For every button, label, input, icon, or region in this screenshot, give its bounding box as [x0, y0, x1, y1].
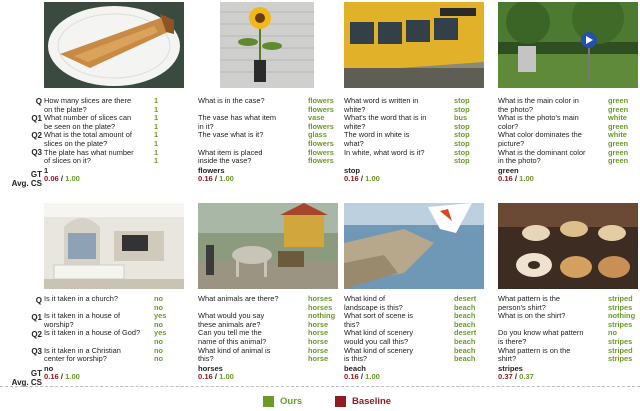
question-text: would you call this?	[344, 337, 409, 346]
row-label: GT	[30, 369, 42, 378]
avg-cs-baseline: 1.00	[365, 174, 380, 184]
answer-ours: green	[608, 104, 629, 114]
avg-cs-ours: 0.37	[498, 372, 513, 382]
question-text: What would you say	[198, 311, 265, 321]
qa-block	[498, 294, 640, 382]
answer-ours: glass	[308, 130, 327, 140]
question-text: person's shirt?	[498, 302, 546, 312]
question-text: What kind of scenery	[344, 328, 414, 338]
question-text: this?	[344, 319, 360, 329]
answer-ours: yes	[154, 328, 167, 338]
answer-ours: no	[154, 294, 164, 303]
answer-ours: green	[608, 147, 629, 157]
question-text: these animals are?	[198, 319, 261, 329]
legend-baseline-label: Baseline	[352, 396, 392, 407]
ground-truth: horses	[198, 363, 223, 373]
answer-ours: horse	[308, 345, 329, 355]
answer-ours: stop	[454, 104, 470, 114]
aerial-image	[344, 203, 484, 289]
question-text: shirt?	[498, 354, 517, 364]
park-sign-image	[498, 2, 638, 88]
avg-cs	[344, 373, 380, 382]
qa-block	[498, 96, 640, 184]
answer-ours: green	[608, 156, 629, 166]
qa-block	[198, 96, 346, 184]
avg-cs-baseline: 1.00	[219, 372, 234, 382]
avg-cs	[44, 373, 80, 382]
answer-ours: vase	[308, 113, 325, 123]
row-label: Q	[35, 296, 42, 305]
question-text: What sort of scene is	[344, 311, 414, 321]
answer-ours: stop	[454, 139, 470, 148]
avg-cs-separator: /	[512, 174, 520, 184]
answer-ours: 1	[154, 147, 159, 157]
qa-block	[344, 96, 492, 184]
avg-cs-separator: /	[358, 372, 366, 382]
question-text: What's the word that is in	[344, 113, 427, 123]
row-label: Q2	[31, 330, 42, 339]
avg-cs	[198, 373, 234, 382]
question-text: What is the total amount of	[44, 130, 132, 140]
divider	[0, 386, 640, 387]
row-label: Q1	[31, 114, 42, 123]
answer-ours: horses	[308, 302, 333, 312]
question-text: on the plate?	[44, 104, 87, 114]
question-text: The plate has what number	[44, 147, 134, 157]
answer-ours: horses	[308, 294, 333, 303]
answer-ours: flowers	[308, 156, 334, 166]
avg-cs	[498, 175, 534, 184]
legend	[0, 396, 640, 410]
question-text: this?	[198, 354, 214, 364]
bus-image	[344, 2, 484, 88]
question-text: What item is placed	[198, 147, 263, 157]
question-text: what?	[344, 139, 364, 148]
answer-ours: stop	[454, 130, 470, 140]
answer-ours: 1	[154, 121, 159, 131]
question-text: of slices on it?	[44, 156, 91, 166]
answer-ours: stop	[454, 156, 470, 166]
avg-cs-baseline: 1.00	[365, 372, 380, 382]
question-text: white?	[344, 104, 366, 114]
question-text: is this?	[344, 354, 368, 364]
question-text: The word in white is	[344, 130, 410, 140]
ground-truth: green	[498, 165, 519, 175]
answer-ours: desert	[454, 328, 477, 338]
question-text: What is the photo's main	[498, 113, 579, 123]
question-text: What is on the shirt?	[498, 311, 566, 321]
question-text: inside the vase?	[198, 156, 252, 166]
avg-cs-ours: 0.16	[198, 372, 213, 382]
row-label: Q3	[31, 148, 42, 157]
avg-cs-separator: /	[212, 174, 220, 184]
question-text: Is it taken in a Christian	[44, 345, 121, 355]
answer-ours: no	[154, 319, 164, 329]
question-text: What color dominates the	[498, 130, 582, 140]
answer-ours: 1	[154, 130, 159, 140]
answer-ours: stripes	[608, 354, 633, 364]
question-text: Is it taken in a house of	[44, 311, 121, 321]
answer-ours: 1	[154, 156, 159, 166]
row-label: Avg. CS	[11, 378, 42, 387]
question-text: slices on the plate?	[44, 139, 108, 148]
answer-ours: 1	[154, 96, 159, 105]
avg-cs-ours: 0.16	[498, 174, 513, 184]
avg-cs-ours: 0.16	[344, 372, 359, 382]
legend-ours-label: Ours	[280, 396, 303, 407]
answer-ours: horse	[308, 354, 329, 364]
row-label: Q	[35, 97, 42, 106]
answer-ours: stripes	[608, 319, 633, 329]
answer-ours: beach	[454, 345, 476, 355]
answer-ours: white	[608, 113, 627, 123]
answer-ours: stripes	[608, 337, 633, 346]
question-text: In white, what word is it?	[344, 147, 425, 157]
question-text: What is in the case?	[198, 96, 265, 105]
legend-ours-swatch	[263, 396, 274, 407]
avg-cs-separator: /	[358, 174, 366, 184]
question-text: What animals are there?	[198, 294, 279, 303]
qa-block	[344, 294, 492, 382]
answer-ours: white	[608, 130, 627, 140]
avg-cs-ours: 0.16	[44, 372, 59, 382]
answer-ours: flowers	[308, 104, 334, 114]
ground-truth: flowers	[198, 165, 225, 175]
pizza-image	[44, 2, 184, 88]
answer-ours: stop	[454, 121, 470, 131]
horses-image	[198, 203, 338, 289]
question-text: What kind of scenery	[344, 345, 414, 355]
avg-cs-baseline: 1.00	[519, 174, 534, 184]
question-text: What is the main color in	[498, 96, 579, 105]
answer-ours: desert	[454, 294, 477, 303]
answer-ours: beach	[454, 354, 476, 364]
question-text: white?	[344, 121, 366, 131]
row-label: Q1	[31, 313, 42, 322]
sunflower-image	[220, 2, 314, 88]
avg-cs-separator: /	[212, 372, 220, 382]
question-text: worship?	[44, 319, 74, 329]
avg-cs	[198, 175, 234, 184]
answer-ours: striped	[608, 294, 633, 303]
answer-ours: striped	[608, 345, 633, 355]
ground-truth: 1	[44, 165, 49, 175]
donuts-image	[498, 203, 638, 289]
answer-ours: no	[154, 354, 164, 364]
row-label: GT	[30, 170, 42, 179]
living-room-image	[44, 203, 184, 289]
answer-ours: beach	[454, 311, 476, 321]
avg-cs-separator: /	[58, 372, 66, 382]
avg-cs	[498, 373, 534, 382]
ground-truth: no	[44, 363, 54, 373]
question-text: color?	[498, 121, 519, 131]
qa-block	[44, 294, 192, 382]
answer-ours: stop	[454, 96, 470, 105]
avg-cs	[44, 175, 80, 184]
question-text: name of this animal?	[198, 337, 267, 346]
question-text: in it?	[198, 121, 214, 131]
answer-ours: yes	[154, 311, 167, 321]
question-text: What is the dominant color	[498, 147, 586, 157]
row-label: Avg. CS	[11, 179, 42, 188]
avg-cs-separator: /	[58, 174, 66, 184]
question-text: Is it taken in a church?	[44, 294, 118, 303]
avg-cs-ours: 0.06	[44, 174, 59, 184]
question-text: Do you know what pattern	[498, 328, 584, 338]
answer-ours: no	[154, 302, 164, 312]
answer-ours: flowers	[308, 96, 334, 105]
question-text: What pattern is on the	[498, 345, 571, 355]
question-text: What pattern is the	[498, 294, 561, 303]
question-text: the photo?	[498, 104, 533, 114]
avg-cs-baseline: 0.37	[519, 372, 534, 382]
question-text: landscape is this?	[344, 302, 403, 312]
avg-cs-ours: 0.16	[344, 174, 359, 184]
answer-ours: nothing	[308, 311, 336, 321]
question-text: How many slices are there	[44, 96, 132, 105]
answer-ours: no	[608, 328, 618, 338]
answer-ours: 1	[154, 104, 159, 114]
question-text: The vase has what item	[198, 113, 277, 123]
ground-truth: stop	[344, 165, 361, 175]
question-text: Is it taken in a house of God?	[44, 328, 141, 338]
answer-ours: flowers	[308, 121, 334, 131]
question-text: be seen on the plate?	[44, 121, 116, 131]
row-label: Q2	[31, 131, 42, 140]
question-text: What kind of animal is	[198, 345, 271, 355]
question-text: The vase what is it?	[198, 130, 264, 140]
answer-ours: 1	[154, 113, 159, 123]
question-text: What word is written in	[344, 96, 419, 105]
question-text: center for worship?	[44, 354, 107, 364]
ground-truth: stripes	[498, 363, 523, 373]
question-text: in the photo?	[498, 156, 541, 166]
answer-ours: horse	[308, 328, 329, 338]
answer-ours: horse	[308, 337, 329, 346]
avg-cs-separator: /	[512, 372, 520, 382]
answer-ours: beach	[454, 302, 476, 312]
answer-ours: green	[608, 139, 629, 148]
answer-ours: flowers	[308, 139, 334, 148]
qa-block	[44, 96, 192, 184]
answer-ours: beach	[454, 337, 476, 346]
answer-ours: beach	[454, 319, 476, 329]
question-text: What kind of	[344, 294, 386, 303]
ground-truth: beach	[344, 363, 366, 373]
legend-ours	[263, 396, 302, 407]
answer-ours: no	[154, 345, 164, 355]
answer-ours: stripes	[608, 302, 633, 312]
answer-ours: horse	[308, 319, 329, 329]
avg-cs-baseline: 1.00	[65, 372, 80, 382]
legend-baseline-swatch	[335, 396, 346, 407]
question-text: picture?	[498, 139, 525, 148]
avg-cs-baseline: 1.00	[219, 174, 234, 184]
answer-ours: green	[608, 121, 629, 131]
answer-ours: flowers	[308, 147, 334, 157]
question-text: What number of slices can	[44, 113, 132, 123]
question-text: is there?	[498, 337, 527, 346]
avg-cs	[344, 175, 380, 184]
avg-cs-baseline: 1.00	[65, 174, 80, 184]
answer-ours: stop	[454, 147, 470, 157]
answer-ours: green	[608, 96, 629, 105]
question-text: Can you tell me the	[198, 328, 262, 338]
answer-ours: no	[154, 337, 164, 346]
row-label: Q3	[31, 347, 42, 356]
answer-ours: nothing	[608, 311, 636, 321]
answer-ours: 1	[154, 139, 159, 148]
answer-ours: bus	[454, 113, 468, 123]
legend-baseline	[335, 396, 391, 407]
avg-cs-ours: 0.16	[198, 174, 213, 184]
qa-block	[198, 294, 346, 382]
